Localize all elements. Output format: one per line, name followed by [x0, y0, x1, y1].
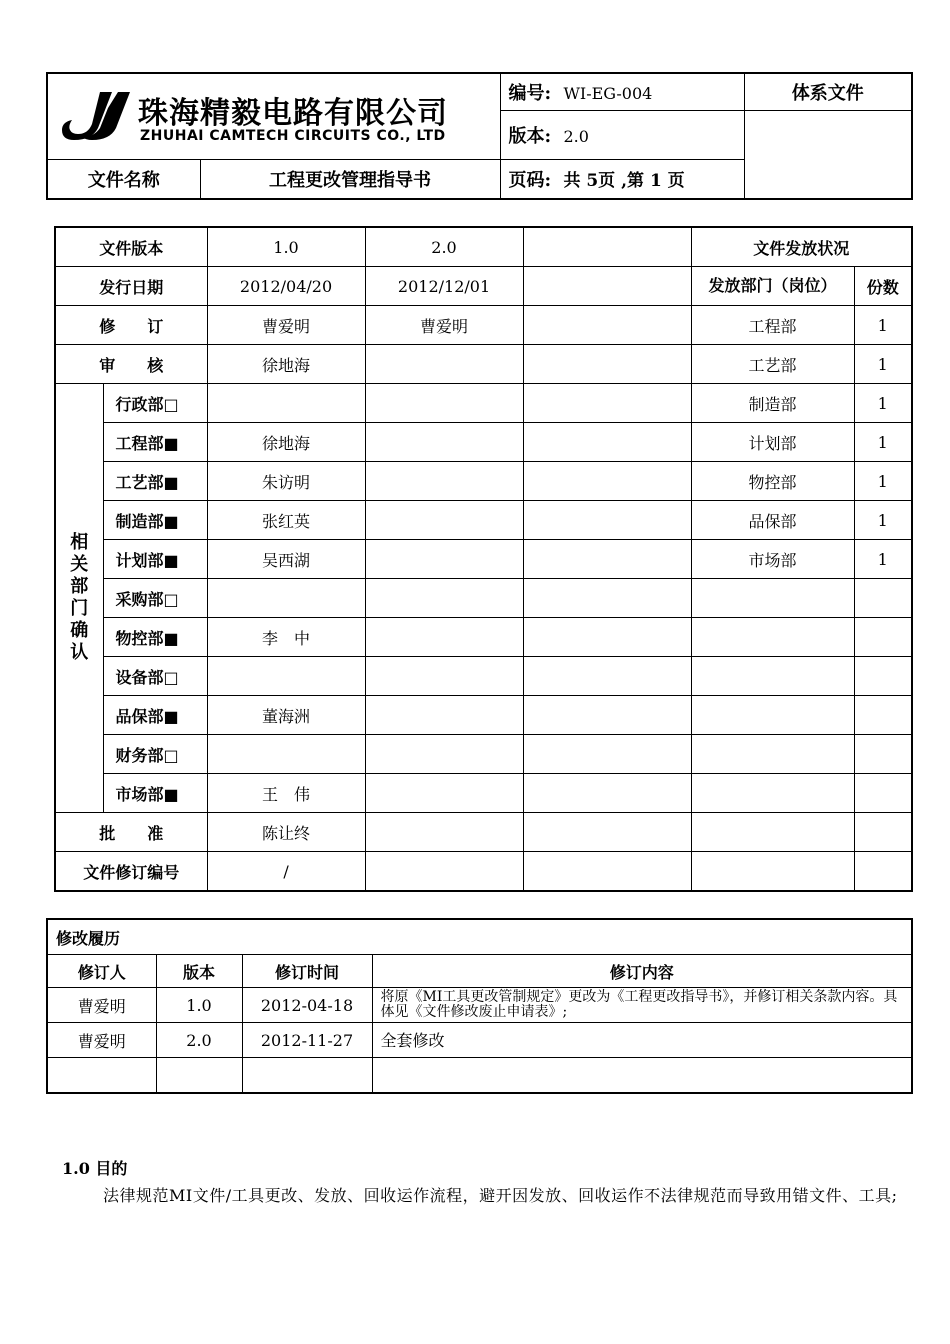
dist-count: 1 — [854, 345, 912, 384]
history-version: 2.0 — [156, 1023, 242, 1058]
reviser-1: 曹爱明 — [207, 306, 365, 345]
revision-no: / — [207, 852, 365, 892]
doc-name-value: 工程更改管理指导书 — [200, 160, 500, 200]
system-doc-label: 体系文件 — [744, 73, 912, 111]
doc-code-value: WI-EG-004 — [563, 84, 653, 103]
dept-name: 市场部■ — [103, 774, 207, 813]
doc-code-cell — [500, 73, 744, 111]
history-person: 曹爱明 — [47, 988, 156, 1023]
reviewer: 徐地海 — [207, 345, 365, 384]
dist-count: 1 — [854, 540, 912, 579]
dept-signer: 李 中 — [207, 618, 365, 657]
dept-name: 采购部□ — [103, 579, 207, 618]
history-header-content: 修订内容 — [372, 955, 912, 988]
release-date-label: 发行日期 — [55, 267, 207, 306]
distribution-title: 文件发放状况 — [691, 227, 912, 267]
reviser-2: 曹爱明 — [365, 306, 523, 345]
section-title: 1.0 目的 — [62, 1159, 128, 1178]
dist-dept: 制造部 — [691, 384, 854, 423]
doc-name-label: 文件名称 — [47, 160, 200, 200]
version-2: 2.0 — [365, 227, 523, 267]
company-logo — [60, 88, 490, 148]
history-header-person: 修订人 — [47, 955, 156, 988]
revision-history-table — [46, 918, 913, 1094]
dist-count: 1 — [854, 384, 912, 423]
history-date: 2012-11-27 — [242, 1023, 372, 1058]
dept-name: 物控部■ — [103, 618, 207, 657]
dist-dept: 市场部 — [691, 540, 854, 579]
dept-signer — [207, 657, 365, 696]
page-value: 共 5页 ,第 1 页 — [563, 171, 685, 191]
dist-count: 1 — [854, 462, 912, 501]
dept-name: 设备部□ — [103, 657, 207, 696]
dist-dept: 工程部 — [691, 306, 854, 345]
dept-name: 行政部□ — [103, 384, 207, 423]
release-date-1: 2012/04/20 — [207, 267, 365, 306]
company-logo-icon — [60, 90, 132, 142]
dist-dept-label: 发放部门（岗位） — [691, 267, 854, 306]
history-person: 曹爱明 — [47, 1023, 156, 1058]
company-name-en: ZHUHAI CAMTECH CIRCUITS CO., LTD — [140, 128, 446, 144]
version-1: 1.0 — [207, 227, 365, 267]
approval-table — [54, 226, 913, 892]
dept-signer: 王 伟 — [207, 774, 365, 813]
version-3 — [523, 227, 691, 267]
page-label: 页码: — [508, 170, 552, 191]
history-version: 1.0 — [156, 988, 242, 1023]
table-row — [47, 988, 912, 1023]
dept-name: 工程部■ — [103, 423, 207, 462]
doc-version-value: 2.0 — [563, 127, 589, 146]
history-header-date: 修订时间 — [242, 955, 372, 988]
dept-name: 品保部■ — [103, 696, 207, 735]
dept-signer: 董海洲 — [207, 696, 365, 735]
doc-version-label: 版本: — [508, 126, 552, 147]
history-date: 2012-04-18 — [242, 988, 372, 1023]
dept-signer — [207, 735, 365, 774]
dist-dept: 计划部 — [691, 423, 854, 462]
logo-cell — [47, 73, 500, 160]
history-content: 全套修改 — [372, 1023, 912, 1058]
revision-no-label: 文件修订编号 — [55, 852, 207, 892]
history-content: 将原《MI工具更改管制规定》更改为《工程更改指导书》，并修订相关条款内容。具体见《文件修改废止申请表》; — [372, 988, 912, 1023]
blank-cell — [744, 111, 912, 200]
dist-count-label: 份数 — [854, 267, 912, 306]
review-label: 审 核 — [55, 345, 207, 384]
page-info-cell — [500, 160, 744, 200]
document-header — [46, 72, 913, 200]
section-body: 法律规范MI文件/工具更改、发放、回收运作流程，避开因发放、回收运作不法律规范而导致用错文件、工具; — [103, 1186, 898, 1205]
release-date-3 — [523, 267, 691, 306]
doc-code-label: 编号: — [508, 83, 552, 104]
table-row — [47, 1058, 912, 1094]
dept-signer — [207, 384, 365, 423]
doc-version-cell — [500, 111, 744, 160]
dept-name: 制造部■ — [103, 501, 207, 540]
dept-signer — [207, 579, 365, 618]
history-caption: 修改履历 — [47, 919, 912, 955]
related-dept-confirm-label: 相 关 部 门 确 认 — [55, 384, 103, 813]
dept-signer: 朱访明 — [207, 462, 365, 501]
dept-signer: 吴西湖 — [207, 540, 365, 579]
release-date-2: 2012/12/01 — [365, 267, 523, 306]
dist-count: 1 — [854, 501, 912, 540]
approve-label: 批 准 — [55, 813, 207, 852]
dist-dept: 物控部 — [691, 462, 854, 501]
dist-dept: 工艺部 — [691, 345, 854, 384]
company-name-cn: 珠海精毅电路有限公司 — [138, 96, 448, 131]
dept-name: 计划部■ — [103, 540, 207, 579]
dept-name: 工艺部■ — [103, 462, 207, 501]
revise-label: 修 订 — [55, 306, 207, 345]
dist-dept: 品保部 — [691, 501, 854, 540]
approver: 陈让终 — [207, 813, 365, 852]
table-row — [47, 1023, 912, 1058]
dept-name: 财务部□ — [103, 735, 207, 774]
dept-signer: 徐地海 — [207, 423, 365, 462]
version-label: 文件版本 — [55, 227, 207, 267]
dist-count: 1 — [854, 423, 912, 462]
dept-signer: 张红英 — [207, 501, 365, 540]
history-header-version: 版本 — [156, 955, 242, 988]
dist-count: 1 — [854, 306, 912, 345]
